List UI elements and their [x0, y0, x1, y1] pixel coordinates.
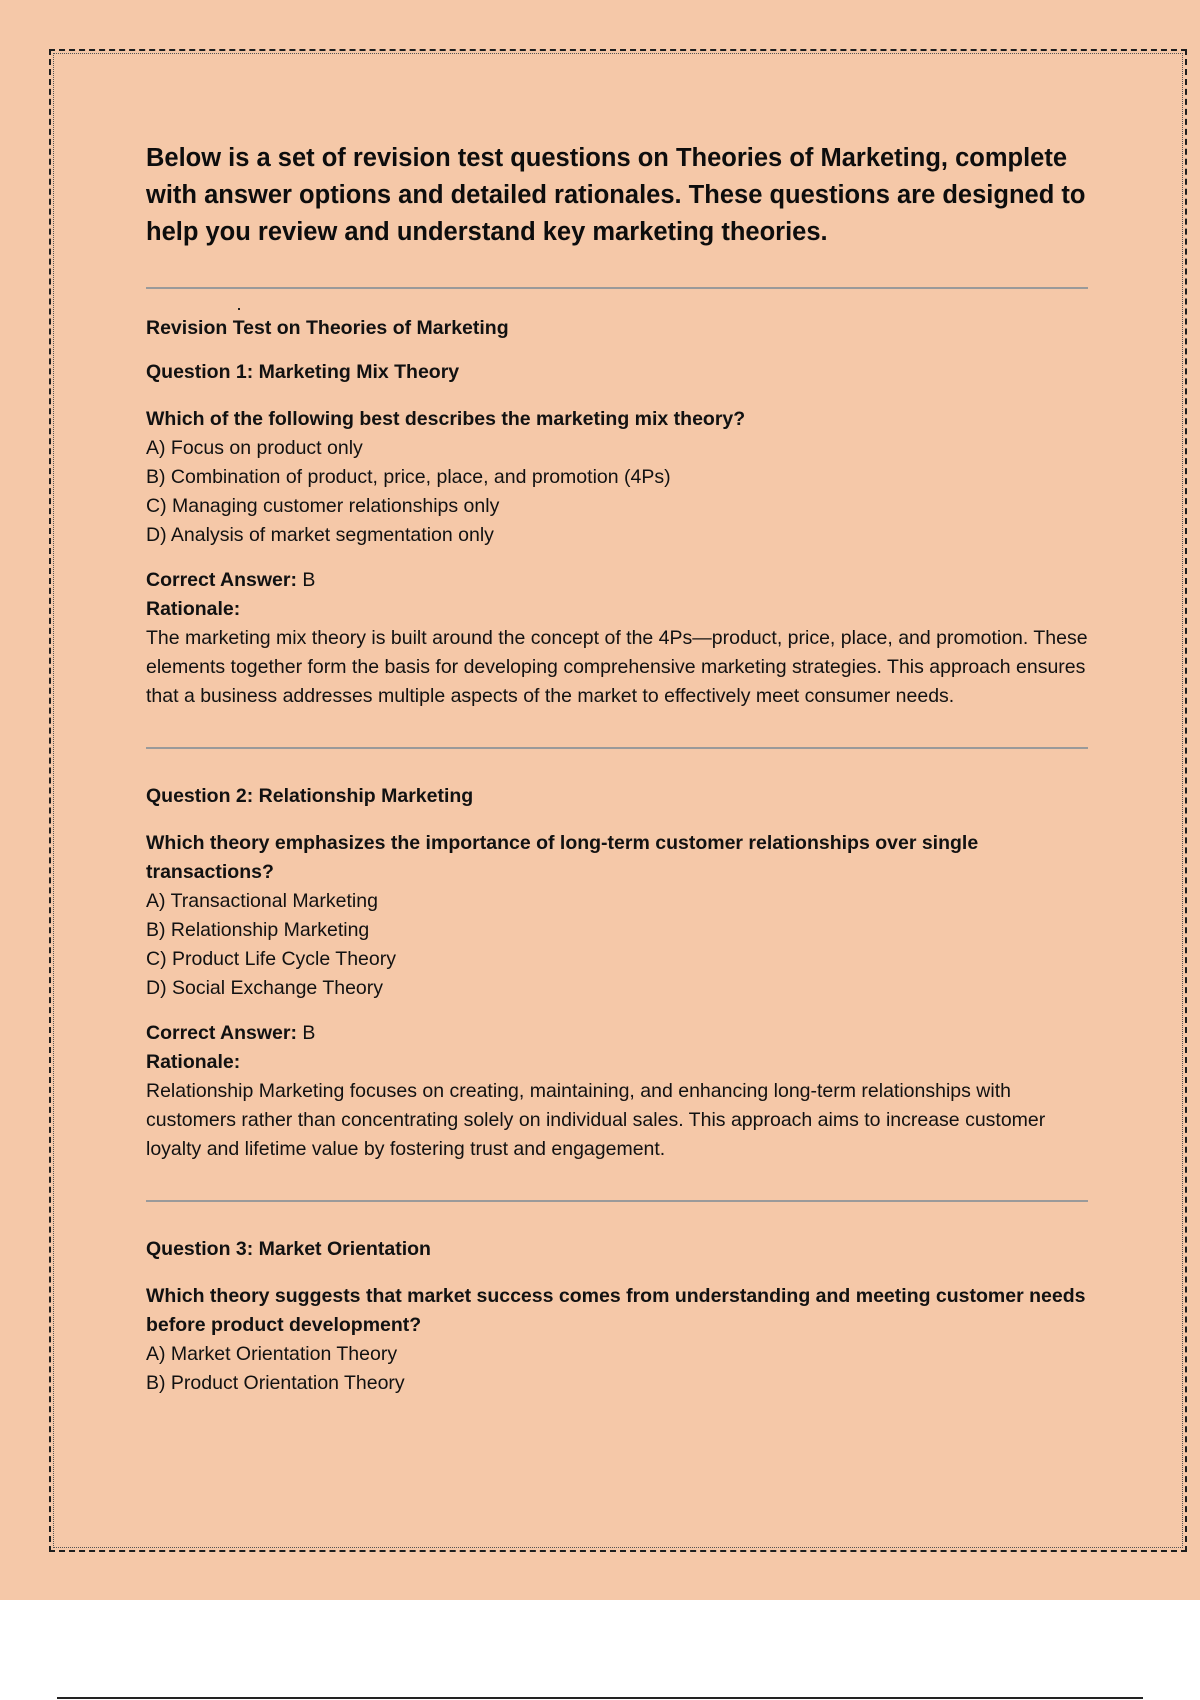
- question-heading: Question 1: Marketing Mix Theory: [146, 361, 460, 383]
- answer-option-b: B) Combination of product, price, place, and promotion (4Ps): [146, 466, 671, 488]
- question-2: [146, 783, 1088, 1164]
- correct-answer: [146, 1019, 1088, 1048]
- section-divider: [146, 1200, 1088, 1202]
- correct-answer-label: Correct Answer:: [146, 1022, 297, 1044]
- rationale-label: Rationale:: [146, 598, 241, 620]
- question-heading: Question 3: Market Orientation: [146, 1238, 431, 1260]
- section-divider: [146, 747, 1088, 749]
- answer-option-c: C) Managing customer relationships only: [146, 495, 500, 517]
- question-text: Which of the following best describes the marketing mix theory?: [146, 408, 746, 430]
- rationale-text: The marketing mix theory is built around the concept of the 4Ps—product, price, place, and promotion. These elements together form the basis for developing comprehensive marketing strategies. This approach ensures that a business addresses multiple aspects of the market to effectively meet consumer needs.: [146, 627, 1088, 707]
- footer-rule: [57, 1697, 1143, 1699]
- correct-answer-value: B: [302, 569, 316, 591]
- answer-option-d: D) Social Exchange Theory: [146, 977, 384, 999]
- correct-answer-label: Correct Answer:: [146, 569, 297, 591]
- answer-option-a: A) Focus on product only: [146, 437, 363, 459]
- answer-option-b: B) Product Orientation Theory: [146, 1372, 405, 1394]
- answer-option-a: A) Market Orientation Theory: [146, 1343, 398, 1365]
- document-content: [146, 140, 1088, 1398]
- question-text: Which theory suggests that market success comes from understanding and meeting customer needs before product development?: [146, 1285, 1086, 1336]
- question-heading: Question 2: Relationship Marketing: [146, 785, 474, 807]
- test-title: Revision Test on Theories of Marketing: [146, 317, 509, 339]
- correct-answer-value: B: [302, 1022, 316, 1044]
- answer-option-c: C) Product Life Cycle Theory: [146, 948, 396, 970]
- intro-paragraph: Below is a set of revision test questions on Theories of Marketing, complete with answer options and detailed rationales. These questions are designed to help you review and understand key marketing theories.: [146, 144, 1086, 246]
- answer-option-d: D) Analysis of market segmentation only: [146, 524, 494, 546]
- question-text: Which theory emphasizes the importance of long-term customer relationships over single transactions?: [146, 832, 979, 883]
- correct-answer: [146, 566, 1088, 595]
- section-divider: [146, 287, 1088, 289]
- question-1: [146, 359, 1088, 711]
- rationale-text: Relationship Marketing focuses on creating, maintaining, and enhancing long-term relationships with customers rather than concentrating solely on individual sales. This approach aims to increase customer loyalty and lifetime value by fostering trust and engagement.: [146, 1080, 1046, 1160]
- answer-option-b: B) Relationship Marketing: [146, 919, 370, 941]
- answer-option-a: A) Transactional Marketing: [146, 890, 378, 912]
- question-3: [146, 1236, 1088, 1398]
- rationale-label: Rationale:: [146, 1051, 241, 1073]
